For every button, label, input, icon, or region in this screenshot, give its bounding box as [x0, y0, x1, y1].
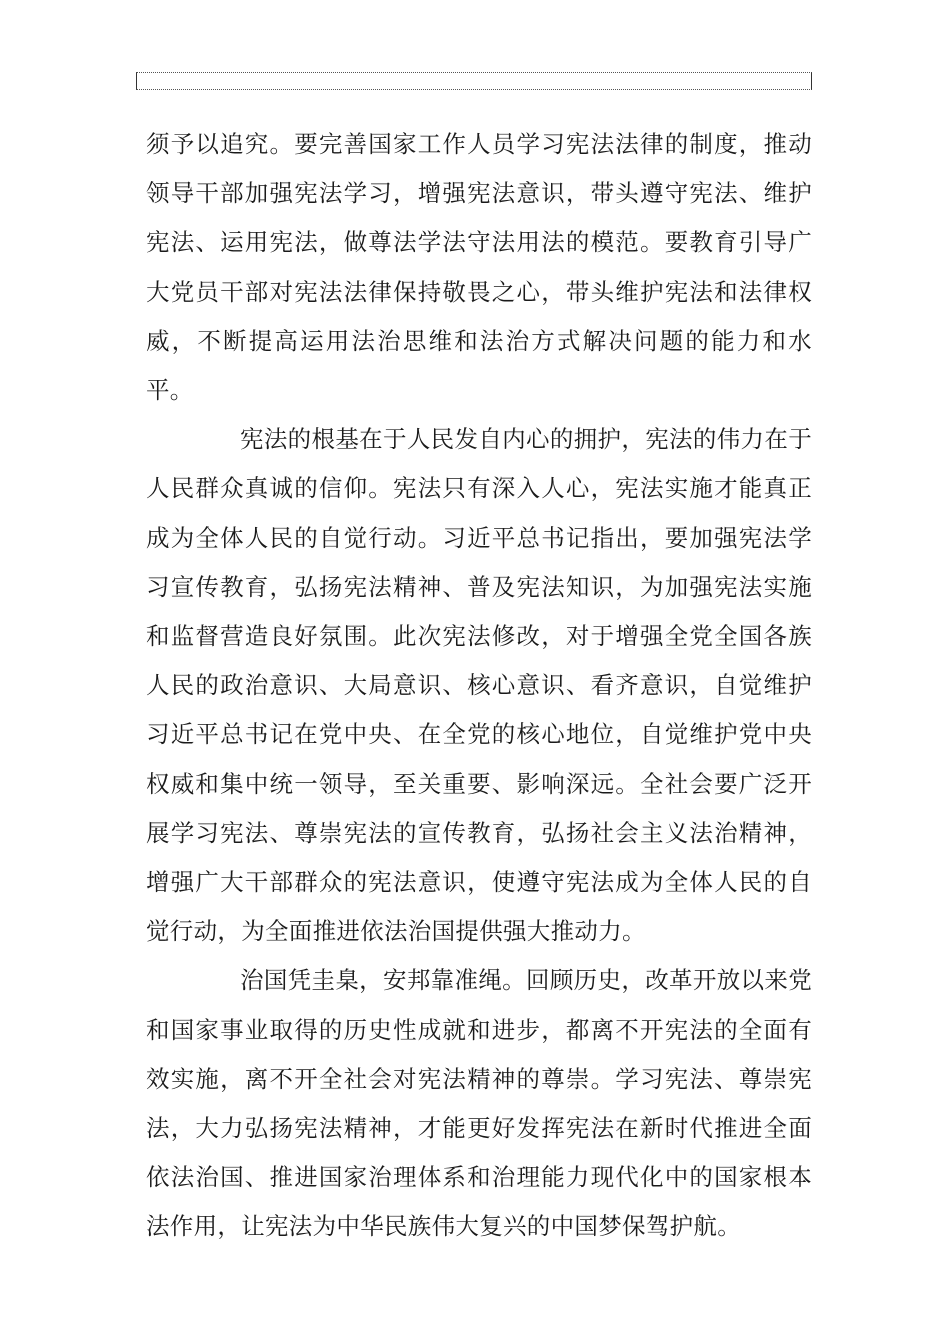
page-header-frame	[136, 72, 812, 90]
paragraph-governance: 治国凭圭臬，安邦靠准绳。回顾历史，改革开放以来党和国家事业取得的历史性成就和进步，都离不开宪法的全面有效实施，离不开全社会对宪法精神的尊崇。学习宪法、尊崇宪法，大力弘扬宪法精神，才能更好发挥宪法在新时代推进全面依法治国、推进国家治理体系和治理能力现代化中的国家根本法作用，让宪法为中华民族伟大复兴的中国梦保驾护航。	[146, 966, 812, 1241]
paragraph-continued: 须予以追究。要完善国家工作人员学习宪法法律的制度，推动领导干部加强宪法学习，增强宪法意识，带头遵守宪法、维护宪法、运用宪法，做尊法学法守法用法的模范。要教育引导广大党员干部对宪法法律保持敬畏之心，带头维护宪法和法律权威，不断提高运用法治思维和法治方式解决问题的能力和水平。	[146, 130, 812, 405]
paragraph-constitution-foundation: 宪法的根基在于人民发自内心的拥护，宪法的伟力在于人民群众真诚的信仰。宪法只有深入人心，宪法实施才能真正成为全体人民的自觉行动。习近平总书记指出，要加强宪法学习宣传教育，弘扬宪法精神、普及宪法知识，为加强宪法实施和监督营造良好氛围。此次宪法修改，对于增强全党全国各族人民的政治意识、大局意识、核心意识、看齐意识，自觉维护习近平总书记在党中央、在全党的核心地位，自觉维护党中央权威和集中统一领导，至关重要、影响深远。全社会要广泛开展学习宪法、尊崇宪法的宣传教育，弘扬社会主义法治精神，增强广大干部群众的宪法意识，使遵守宪法成为全体人民的自觉行动，为全面推进依法治国提供强大推动力。	[146, 425, 812, 946]
document-body	[146, 120, 812, 1252]
